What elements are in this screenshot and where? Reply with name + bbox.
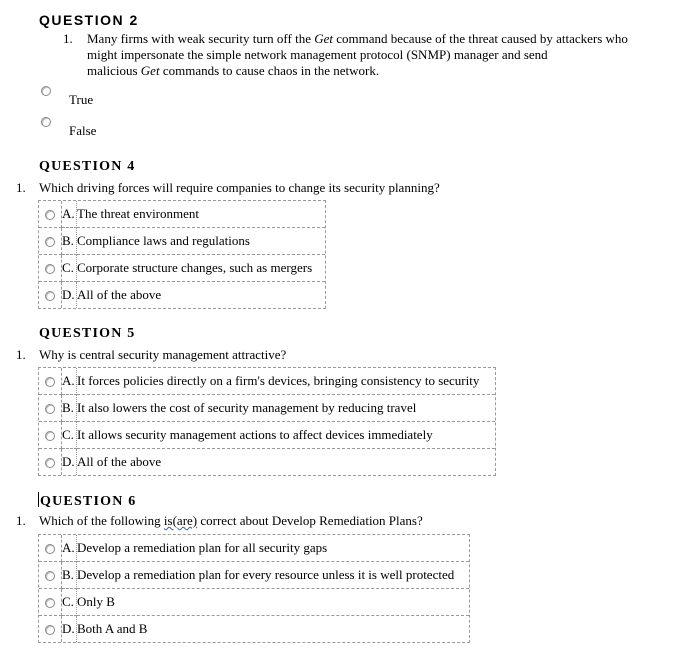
option-text: Develop a remediation plan for every resource unless it is well protected: [77, 562, 469, 589]
question-4-heading: QUESTION 4: [39, 159, 136, 174]
option-a-radio[interactable]: [45, 377, 55, 387]
option-a-radio[interactable]: [45, 210, 55, 220]
option-text: The threat environment: [77, 201, 325, 228]
question-4-number: 1.: [16, 180, 26, 195]
option-false-label: False: [69, 123, 97, 138]
option-true-label: True: [69, 92, 94, 107]
option-c-radio[interactable]: [45, 598, 55, 608]
spellcheck-underline: is(are): [163, 513, 198, 528]
question-5-stem: Why is central security management attractive?: [39, 347, 287, 362]
option-b-radio[interactable]: [45, 404, 55, 414]
option-text: All of the above: [77, 454, 162, 469]
option-letter: C.: [62, 422, 77, 449]
option-letter: B.: [62, 228, 77, 255]
option-letter: D.: [62, 282, 77, 308]
question-6-number: 1.: [16, 513, 26, 528]
option-text: All of the above: [77, 287, 162, 302]
option-text: Only B: [77, 589, 469, 616]
option-letter: C.: [62, 589, 77, 616]
option-letter: B.: [62, 395, 77, 422]
question-2-stem: Many firms with weak security turn off the Get command because of the threat caused by attackers who might impersonate the simple network management protocol (SNMP) manager and send malicious Get commands to cause chaos in the network.: [87, 31, 628, 78]
option-d-radio[interactable]: [45, 625, 55, 635]
text-cursor: [38, 492, 39, 507]
option-text: It allows security management actions to affect devices immediately: [77, 422, 495, 449]
question-6-heading: QUESTION 6: [40, 494, 137, 509]
option-b-radio[interactable]: [45, 571, 55, 581]
option-row[interactable]: [39, 228, 325, 255]
question-5-heading: QUESTION 5: [39, 326, 136, 341]
option-text: It forces policies directly on a firm's devices, bringing consistency to security: [77, 368, 495, 395]
option-c-radio[interactable]: [45, 264, 55, 274]
option-c-radio[interactable]: [45, 431, 55, 441]
option-letter: A.: [62, 535, 77, 562]
option-row[interactable]: [39, 201, 325, 228]
option-text: Develop a remediation plan for all security gaps: [77, 535, 469, 562]
option-b-radio[interactable]: [45, 237, 55, 247]
option-text: Corporate structure changes, such as mergers: [77, 255, 325, 282]
option-letter: A.: [62, 368, 77, 395]
option-row[interactable]: [39, 255, 325, 282]
option-row[interactable]: [39, 562, 469, 589]
option-letter: D.: [62, 449, 77, 475]
question-5-options: [38, 367, 496, 476]
option-row[interactable]: [39, 449, 495, 475]
option-row[interactable]: [39, 368, 495, 395]
option-text: Compliance laws and regulations: [77, 228, 325, 255]
question-4-options: [38, 200, 326, 309]
option-letter: C.: [62, 255, 77, 282]
option-row[interactable]: [39, 616, 469, 642]
option-a-radio[interactable]: [45, 544, 55, 554]
question-4-stem: Which driving forces will require companies to change its security planning?: [39, 180, 440, 195]
option-true-radio[interactable]: [41, 86, 51, 96]
option-row[interactable]: [39, 395, 495, 422]
option-d-radio[interactable]: [45, 291, 55, 301]
option-row[interactable]: [39, 282, 325, 308]
question-6-stem: Which of the following is(are) correct about Develop Remediation Plans?: [39, 513, 423, 528]
option-row[interactable]: [39, 535, 469, 562]
option-row[interactable]: [39, 422, 495, 449]
option-letter: D.: [62, 616, 77, 642]
question-6-options: [38, 534, 470, 643]
option-text: It also lowers the cost of security management by reducing travel: [77, 395, 495, 422]
option-d-radio[interactable]: [45, 458, 55, 468]
question-2-heading: QUESTION 2: [39, 12, 139, 28]
option-row[interactable]: [39, 589, 469, 616]
option-letter: B.: [62, 562, 77, 589]
question-5-number: 1.: [16, 347, 26, 362]
option-letter: A.: [62, 201, 77, 228]
question-2-number: 1.: [63, 31, 73, 46]
option-false-radio[interactable]: [41, 117, 51, 127]
option-text: Both A and B: [77, 621, 148, 636]
